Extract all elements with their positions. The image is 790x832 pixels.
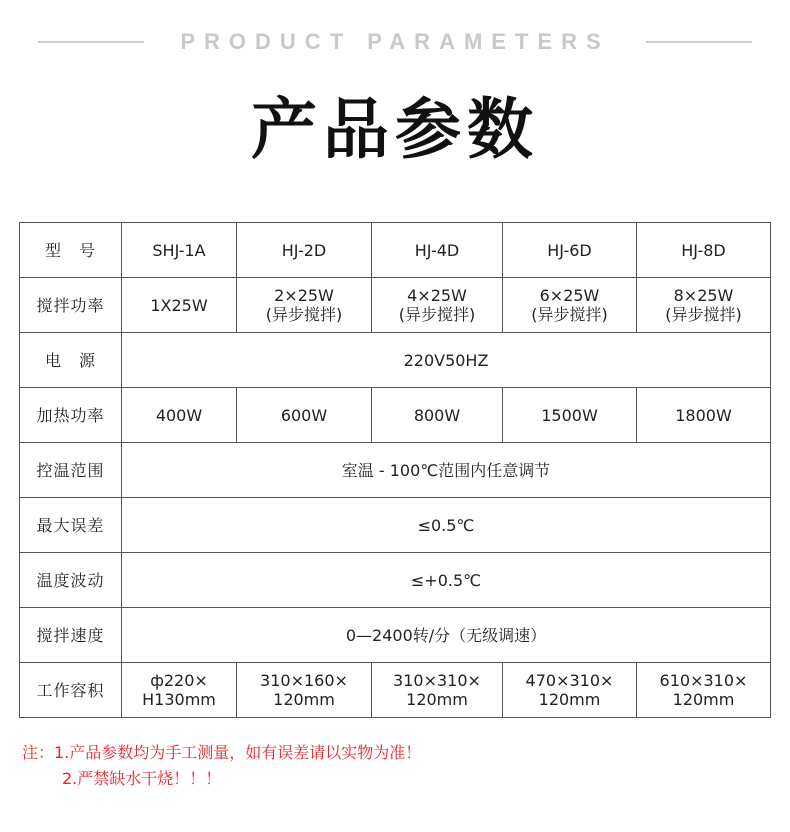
table-cell: 470×310× 120mm [503,663,637,718]
table-cell: HJ-8D [637,223,771,278]
row-label-model: 型 号 [20,223,122,278]
table-cell: ≤+0.5℃ [122,553,771,608]
row-label-stir-power: 搅拌功率 [20,278,122,333]
notes [22,740,421,792]
table-cell: 1500W [503,388,637,443]
page-title: 产品参数 [251,91,539,168]
table-cell: 310×310× 120mm [372,663,503,718]
table-cell: 600W [237,388,372,443]
row-label-temp-range: 控温范围 [20,443,122,498]
table-cell: 室温 - 100℃范围内任意调节 [122,443,771,498]
table-row-stir-power [20,278,771,333]
table-cell: 1800W [637,388,771,443]
table-row-stir-speed [20,608,771,663]
row-label-work-volume: 工作容积 [20,663,122,718]
table-cell: 310×160× 120mm [237,663,372,718]
note-line-2: 2.严禁缺水干烧！！！ [62,769,222,788]
table-cell: ф220× H130mm [122,663,237,718]
note-line-1: 注：1.产品参数均为手工测量，如有误差请以实物为准！ [22,743,422,762]
table-cell: 1X25W [122,278,237,333]
parameters-table [19,222,771,718]
table-cell: 400W [122,388,237,443]
table-cell: 8×25W (异步搅拌) [637,278,771,333]
table-cell: HJ-4D [372,223,503,278]
row-label-heating-power: 加热功率 [20,388,122,443]
table-row-temp-range [20,443,771,498]
table-cell: 220V50HZ [122,333,771,388]
row-label-power-supply: 电 源 [20,333,122,388]
table-row-max-error [20,498,771,553]
table-cell: 2×25W (异步搅拌) [237,278,372,333]
table-cell: 6×25W (异步搅拌) [503,278,637,333]
table-cell: 4×25W (异步搅拌) [372,278,503,333]
table-row-work-volume [20,663,771,718]
table-row-model [20,223,771,278]
table-cell: 0—2400转/分（无级调速） [122,608,771,663]
right-divider [646,41,752,43]
row-label-temp-fluctuation: 温度波动 [20,553,122,608]
table-cell: HJ-6D [503,223,637,278]
left-divider [38,41,144,43]
table-cell: SHJ-1A [122,223,237,278]
table-cell: HJ-2D [237,223,372,278]
table-row-heating-power [20,388,771,443]
row-label-stir-speed: 搅拌速度 [20,608,122,663]
subtitle: PRODUCT PARAMETERS [180,29,610,54]
row-label-max-error: 最大误差 [20,498,122,553]
table-row-power-supply [20,333,771,388]
table-cell: 800W [372,388,503,443]
table-cell: ≤0.5℃ [122,498,771,553]
subtitle-row [38,28,752,56]
table-row-temp-fluctuation [20,553,771,608]
table-cell: 610×310× 120mm [637,663,771,718]
